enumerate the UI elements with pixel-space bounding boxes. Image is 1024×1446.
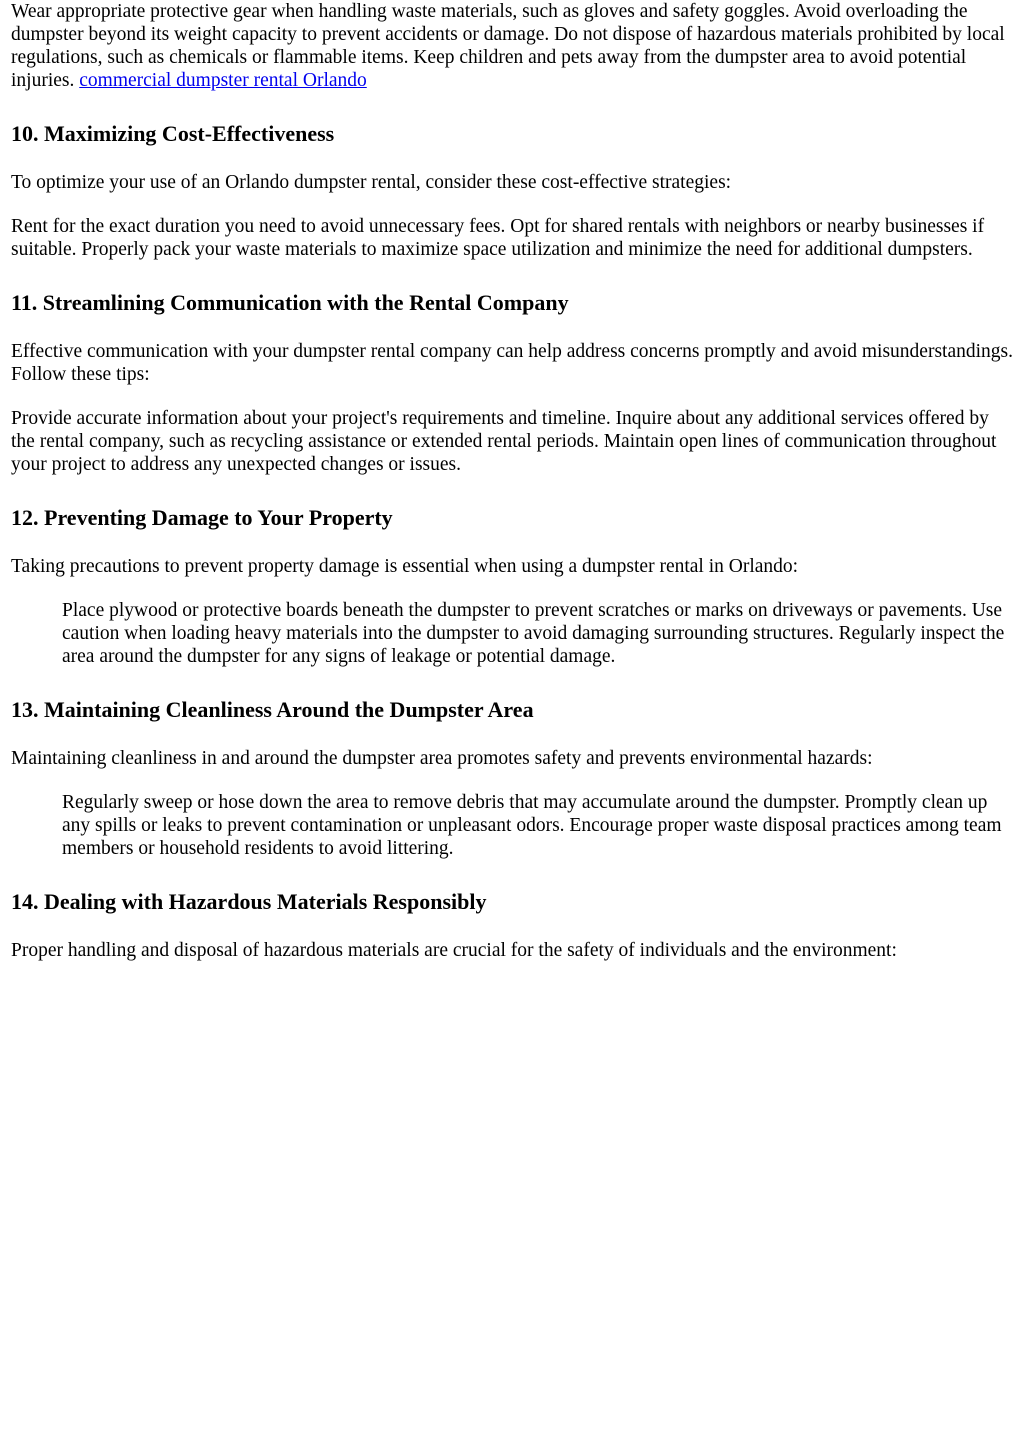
section-lead-14: Proper handling and disposal of hazardous materials are crucial for the safety of individuals and the environment: — [11, 940, 897, 961]
section-heading-13: 13. Maintaining Cleanliness Around the Dumpster Area — [11, 697, 534, 722]
section-lead-11: Effective communication with your dumpster rental company can help address concerns promptly and avoid misunderstandings. Follow these tips: — [11, 341, 1014, 385]
section-heading-10: 10. Maximizing Cost-Effectiveness — [11, 121, 335, 146]
commercial-dumpster-rental-link[interactable]: commercial dumpster rental Orlando — [79, 70, 367, 91]
section-body-13: Regularly sweep or hose down the area to remove debris that may accumulate around the dumpster. Promptly clean up any spills or leaks to prevent contamination or unpleasant odors. Encourage proper waste disposal practices among team members or household residents to avoid littering. — [62, 792, 1002, 859]
intro-text: Wear appropriate protective gear when handling waste materials, such as gloves and safety goggles. Avoid overloading the dumpster beyond its weight capacity to prevent accidents or damage. Do not dispose of hazardous materials prohibited by local regulations, such as chemicals or flammable items. Keep children and pets away from the dumpster area to avoid potential injuries. — [11, 1, 1005, 91]
section-heading-11: 11. Streamlining Communication with the Rental Company — [11, 290, 569, 315]
intro-paragraph — [11, 0, 1013, 92]
section-lead-13: Maintaining cleanliness in and around the dumpster area promotes safety and prevents environmental hazards: — [11, 748, 873, 769]
section-body-12: Place plywood or protective boards beneath the dumpster to prevent scratches or marks on driveways or pavements. Use caution when loading heavy materials into the dumpster to avoid damaging surrounding structures. Regularly inspect the area around the dumpster for any signs of leakage or potential damage. — [62, 600, 1005, 667]
section-lead-10: To optimize your use of an Orlando dumpster rental, consider these cost-effective strategies: — [11, 172, 732, 193]
section-heading-12: 12. Preventing Damage to Your Property — [11, 505, 393, 530]
section-lead-12: Taking precautions to prevent property damage is essential when using a dumpster rental in Orlando: — [11, 556, 799, 577]
section-body-10: Rent for the exact duration you need to avoid unnecessary fees. Opt for shared rentals with neighbors or nearby businesses if suitable. Properly pack your waste materials to maximize space utilization and minimize the need for additional dumpsters. — [11, 216, 985, 260]
section-heading-14: 14. Dealing with Hazardous Materials Responsibly — [11, 889, 487, 914]
section-body-11: Provide accurate information about your project's requirements and timeline. Inquire about any additional services offered by the rental company, such as recycling assistance or extended rental periods. Maintain open lines of communication throughout your project to address any unexpected changes or issues. — [11, 408, 997, 475]
